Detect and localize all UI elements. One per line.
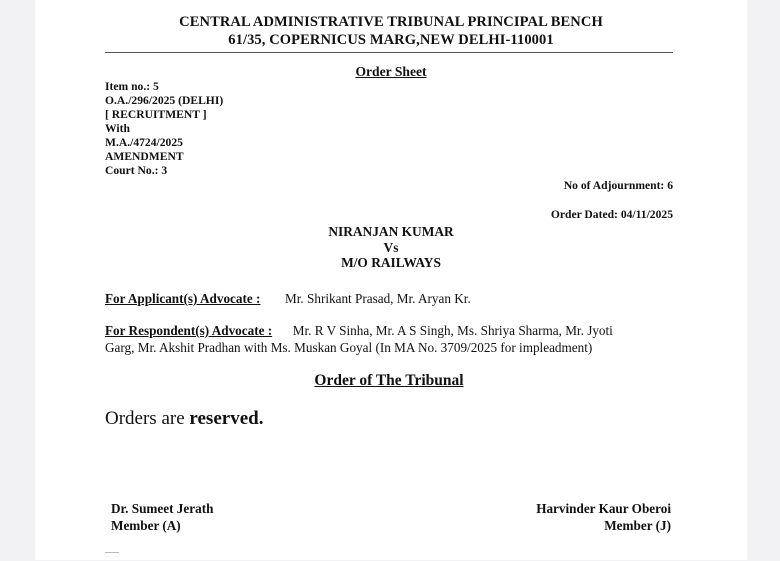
oa-number: O.A./296/2025 (DELHI) bbox=[105, 94, 224, 107]
respondent-advocate-names-2: Garg, Mr. Akshit Pradhan with Ms. Muskan Goyal (In MA No. 3709/2025 for impleadment) bbox=[105, 340, 593, 355]
ma-type: AMENDMENT bbox=[105, 150, 184, 163]
left-signatory bbox=[111, 500, 213, 534]
with-label: With bbox=[105, 122, 130, 135]
adjournment-count: No of Adjournment: 6 bbox=[563, 179, 673, 192]
header-rule bbox=[105, 52, 673, 53]
order-sheet-title: Order Sheet bbox=[355, 64, 427, 79]
right-signatory bbox=[536, 500, 671, 534]
case-meta bbox=[105, 80, 223, 178]
right-signatory-name: Harvinder Kaur Oberoi bbox=[536, 501, 671, 516]
applicant-advocate-label: For Applicant(s) Advocate : bbox=[105, 291, 261, 306]
order-title: Order of The Tribunal bbox=[314, 372, 464, 389]
court-no: Court No.: 3 bbox=[105, 164, 168, 177]
case-category: [ RECRUITMENT ] bbox=[105, 108, 207, 121]
document-page bbox=[35, 0, 747, 560]
tribunal-address: 61/35, COPERNICUS MARG,NEW DELHI-110001 bbox=[228, 32, 554, 48]
order-text-prefix: Orders are bbox=[105, 408, 190, 429]
applicant-name: NIRANJAN KUMAR bbox=[328, 224, 454, 239]
respondent-advocate-names-1: Mr. R V Sinha, Mr. A S Singh, Ms. Shriya Sharma, Mr. Jyoti bbox=[292, 323, 613, 338]
ma-number: M.A./4724/2025 bbox=[105, 136, 183, 149]
order-text bbox=[105, 408, 263, 430]
respondent-advocate-label: For Respondent(s) Advocate : bbox=[105, 323, 273, 338]
right-signatory-role: Member (J) bbox=[604, 518, 671, 533]
applicant-advocate-row bbox=[105, 290, 471, 307]
versus: Vs bbox=[383, 239, 399, 255]
order-text-emphasis: reserved. bbox=[189, 408, 264, 429]
item-no: Item no.: 5 bbox=[105, 80, 159, 93]
respondent-advocate-row bbox=[105, 322, 613, 356]
applicant-advocate-names: Mr. Shrikant Prasad, Mr. Aryan Kr. bbox=[285, 291, 471, 306]
tribunal-name: CENTRAL ADMINISTRATIVE TRIBUNAL PRINCIPAL BENCH bbox=[179, 14, 603, 30]
case-parties bbox=[35, 224, 747, 271]
left-signatory-name: Dr. Sumeet Jerath bbox=[111, 501, 214, 516]
respondent-name: M/O RAILWAYS bbox=[341, 255, 441, 270]
left-signatory-role: Member (A) bbox=[111, 518, 181, 533]
order-date: Order Dated: 04/11/2025 bbox=[550, 208, 673, 221]
